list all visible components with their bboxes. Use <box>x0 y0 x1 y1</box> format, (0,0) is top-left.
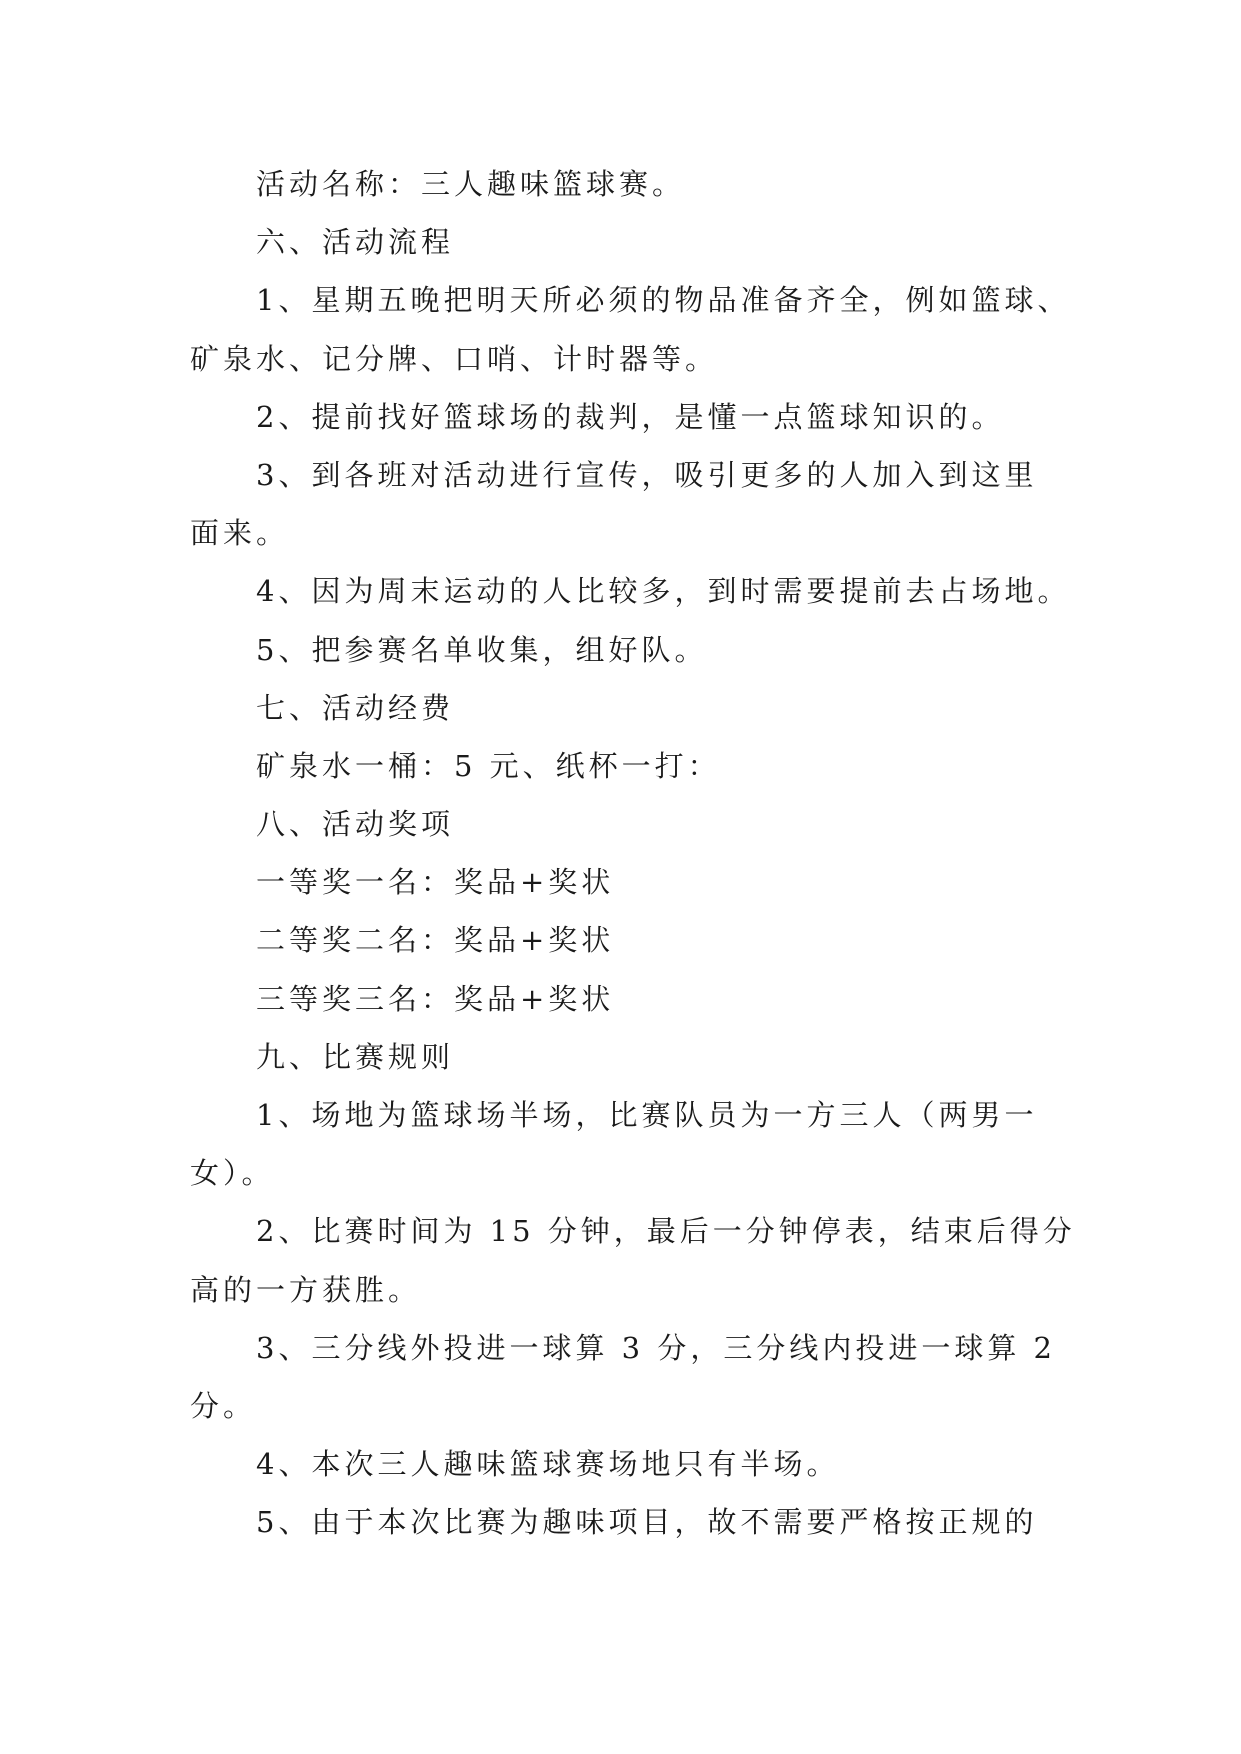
text-line: 二等奖二名：奖品+奖状 <box>256 923 615 958</box>
section-heading: 九、比赛规则 <box>256 1039 455 1074</box>
text-line: 分。 <box>190 1388 257 1423</box>
text-line: 1、星期五晚把明天所必须的物品准备齐全，例如篮球、 <box>256 283 1071 318</box>
text-line: 矿泉水一桶：5 元、纸杯一打： <box>256 748 721 783</box>
text-line: 2、比赛时间为 15 分钟，最后一分钟停表，结束后得分 <box>256 1214 1076 1249</box>
text-line: 2、提前找好篮球场的裁判，是懂一点篮球知识的。 <box>256 399 1005 434</box>
text-line: 一等奖一名：奖品+奖状 <box>256 865 615 900</box>
text-line: 女）。 <box>190 1156 275 1191</box>
text-line: 4、本次三人趣味篮球赛场地只有半场。 <box>256 1447 840 1482</box>
section-heading: 六、活动流程 <box>256 225 455 260</box>
text-line: 三等奖三名：奖品+奖状 <box>256 981 615 1016</box>
text-line: 面来。 <box>190 516 290 551</box>
text-line: 3、三分线外投进一球算 3 分，三分线内投进一球算 2 <box>256 1330 1057 1365</box>
text-line: 5、由于本次比赛为趣味项目，故不需要严格按正规的 <box>256 1505 1038 1540</box>
section-heading: 七、活动经费 <box>256 690 455 725</box>
text-line: 5、把参赛名单收集，组好队。 <box>256 632 708 667</box>
text-line: 1、场地为篮球场半场，比赛队员为一方三人（两男一 <box>256 1098 1038 1132</box>
text-line: 矿泉水、记分牌、口哨、计时器等。 <box>190 341 719 376</box>
text-line: 3、到各班对活动进行宣传，吸引更多的人加入到这里 <box>256 457 1038 492</box>
section-heading: 八、活动奖项 <box>256 807 455 842</box>
text-line: 4、因为周末运动的人比较多，到时需要提前去占场地。 <box>256 574 1071 609</box>
text-line: 高的一方获胜。 <box>190 1272 422 1307</box>
text-line: 活动名称：三人趣味篮球赛。 <box>256 167 686 201</box>
document-body <box>190 155 1080 1552</box>
